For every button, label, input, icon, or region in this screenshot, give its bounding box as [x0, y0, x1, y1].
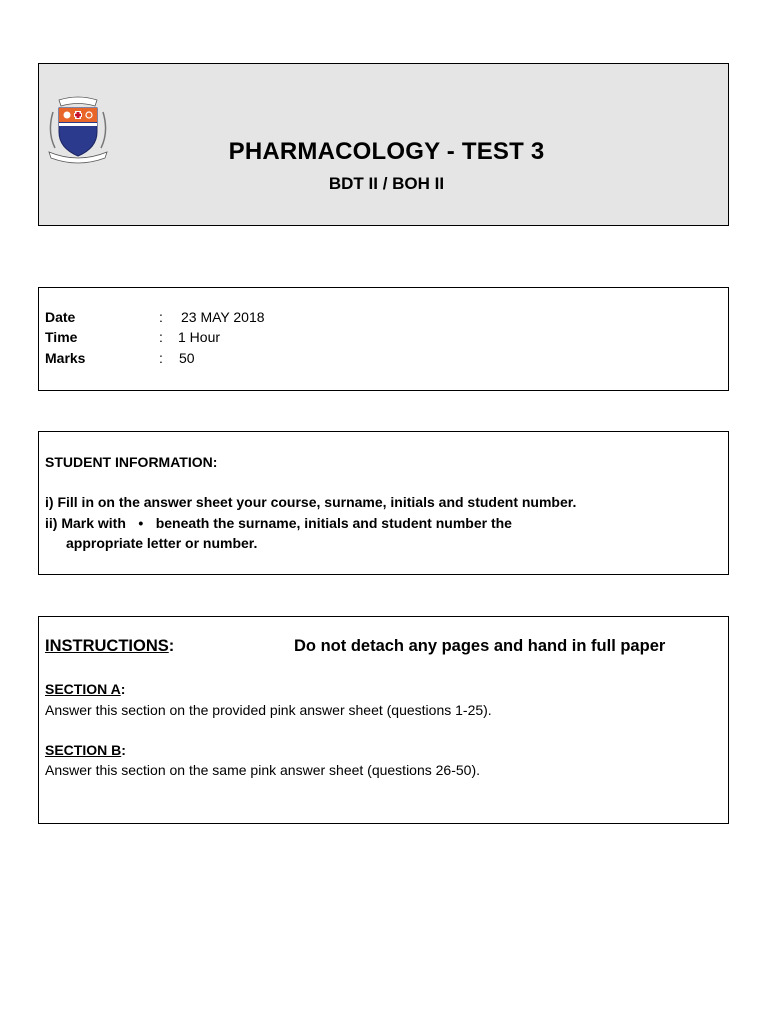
header-panel: [38, 63, 729, 226]
section-a-colon: :: [120, 681, 126, 697]
marks-colon: :: [159, 350, 163, 366]
instructions-heading: [45, 637, 174, 656]
time-value: 1 Hour: [178, 329, 221, 345]
date-colon: :: [159, 309, 163, 325]
marks-label: Marks: [45, 350, 86, 366]
section-b-label: SECTION B: [45, 742, 122, 758]
instructions-heading-text: INSTRUCTIONS: [45, 637, 169, 655]
bullet-icon: •: [138, 515, 144, 531]
section-b-text: Answer this section on the same pink answer sheet (questions 26-50).: [45, 762, 481, 778]
section-a-heading: [45, 681, 125, 697]
instructions-heading-colon: :: [168, 637, 175, 655]
student-info-item-1: i) Fill in on the answer sheet your course, surname, initials and student number.: [45, 494, 577, 510]
date-label: Date: [45, 309, 76, 325]
student-info-heading: STUDENT INFORMATION:: [45, 454, 218, 470]
instructions-note: Do not detach any pages and hand in full paper: [294, 637, 666, 655]
student-info-item-2: [45, 513, 512, 533]
section-a-label: SECTION A: [45, 681, 121, 697]
student-information-panel: [38, 431, 729, 575]
instructions-panel: [38, 616, 729, 824]
date-value: 23 MAY 2018: [181, 309, 265, 325]
time-label: Time: [45, 329, 78, 345]
time-colon: :: [159, 329, 163, 345]
item-2-suffix: beneath the surname, initials and student number the: [155, 515, 512, 531]
exam-details-panel: [38, 287, 729, 391]
section-b-heading: [45, 742, 126, 758]
item-2-prefix: ii) Mark with: [45, 515, 126, 531]
student-info-item-2-continued: appropriate letter or number.: [66, 535, 258, 551]
page-subtitle: BDT II / BOH II: [328, 174, 445, 193]
section-a-text: Answer this section on the provided pink answer sheet (questions 1-25).: [45, 702, 492, 718]
page-title: PHARMACOLOGY - TEST 3: [228, 138, 545, 165]
marks-value: 50: [179, 350, 195, 366]
section-b-colon: :: [121, 742, 126, 758]
